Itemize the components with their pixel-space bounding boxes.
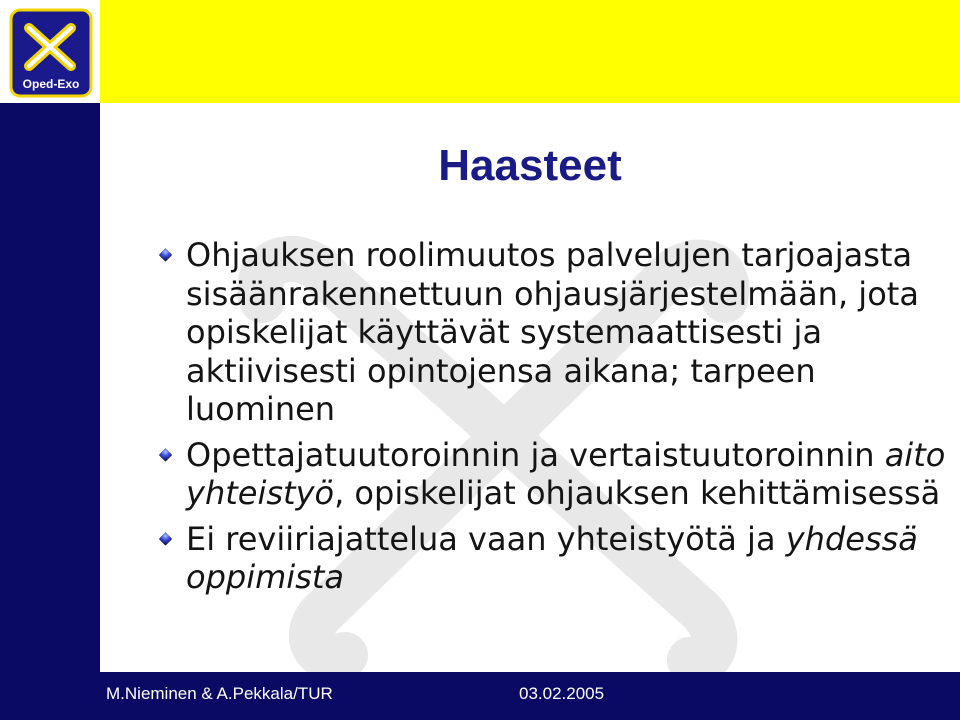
bullet-line: sisäänrakennettuun ohjausjärjestelmään, jota (186, 274, 919, 313)
bullet-line: opiskelijat käyttävät systemaattisesti ja (186, 313, 823, 351)
logo-text: Oped-Exo (22, 77, 80, 91)
footer-bar (0, 672, 960, 720)
footer-author: M.Nieminen & A.Pekkala/TUR (106, 684, 333, 703)
bullet-list (186, 236, 956, 604)
bullet-line (186, 558, 956, 597)
logo-area (0, 0, 100, 103)
emphasis-text: oppimista (186, 558, 344, 596)
bullet-item (186, 236, 956, 429)
slide-title: Haasteet (438, 141, 622, 190)
top-yellow-bar (100, 0, 960, 103)
bullet-line: yhteistyö, opiskelijat ohjauksen kehittämisessä (186, 474, 941, 512)
bullet-item (186, 436, 956, 513)
emphasis-text: yhdessä (785, 519, 918, 558)
bullet-item (186, 520, 956, 597)
left-navy-bar (0, 103, 100, 672)
emphasis-text: yhteistyö (186, 474, 335, 512)
bullet-line: Ohjauksen roolimuutos palvelujen tarjoajasta (186, 236, 913, 274)
bullet-line: aktiivisesti opintojensa aikana; tarpeen (186, 351, 816, 390)
emphasis-text: aito (884, 435, 946, 474)
bullet-line: Opettajatuutoroinnin ja vertaistuutoroinnin aito (186, 435, 946, 474)
footer-date: 03.02.2005 (519, 684, 605, 703)
bullet-line: Ei reviiriajattelua vaan yhteistyötä ja yhdessä (186, 519, 918, 558)
bullet-line: luominen (186, 390, 336, 428)
oped-exo-logo-icon (9, 8, 93, 98)
